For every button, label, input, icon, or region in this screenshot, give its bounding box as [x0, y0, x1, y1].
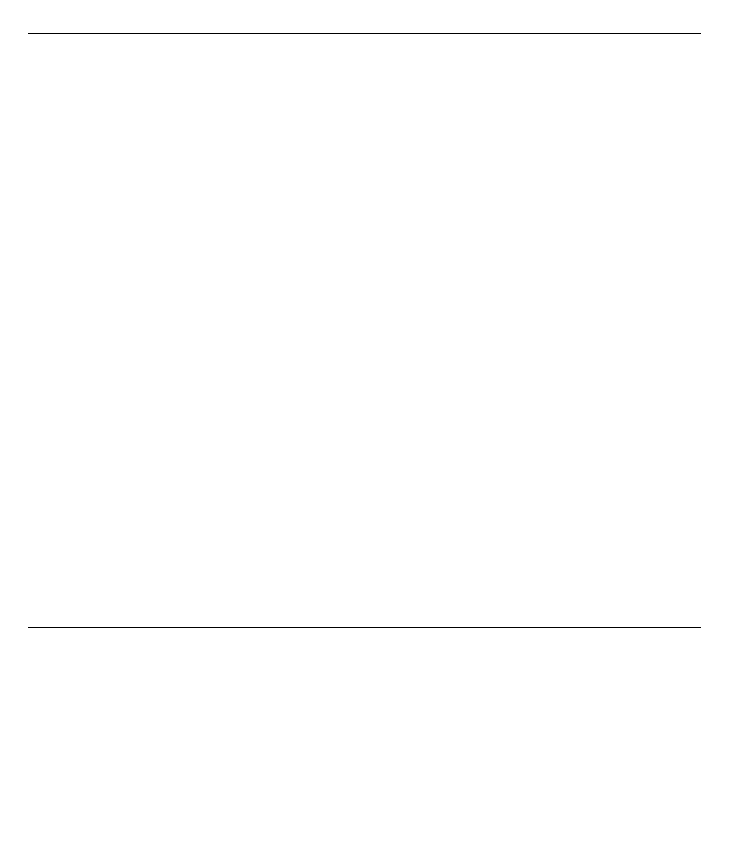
calendar-grid-bottom — [28, 627, 701, 628]
calendar-grid-top — [28, 33, 701, 34]
